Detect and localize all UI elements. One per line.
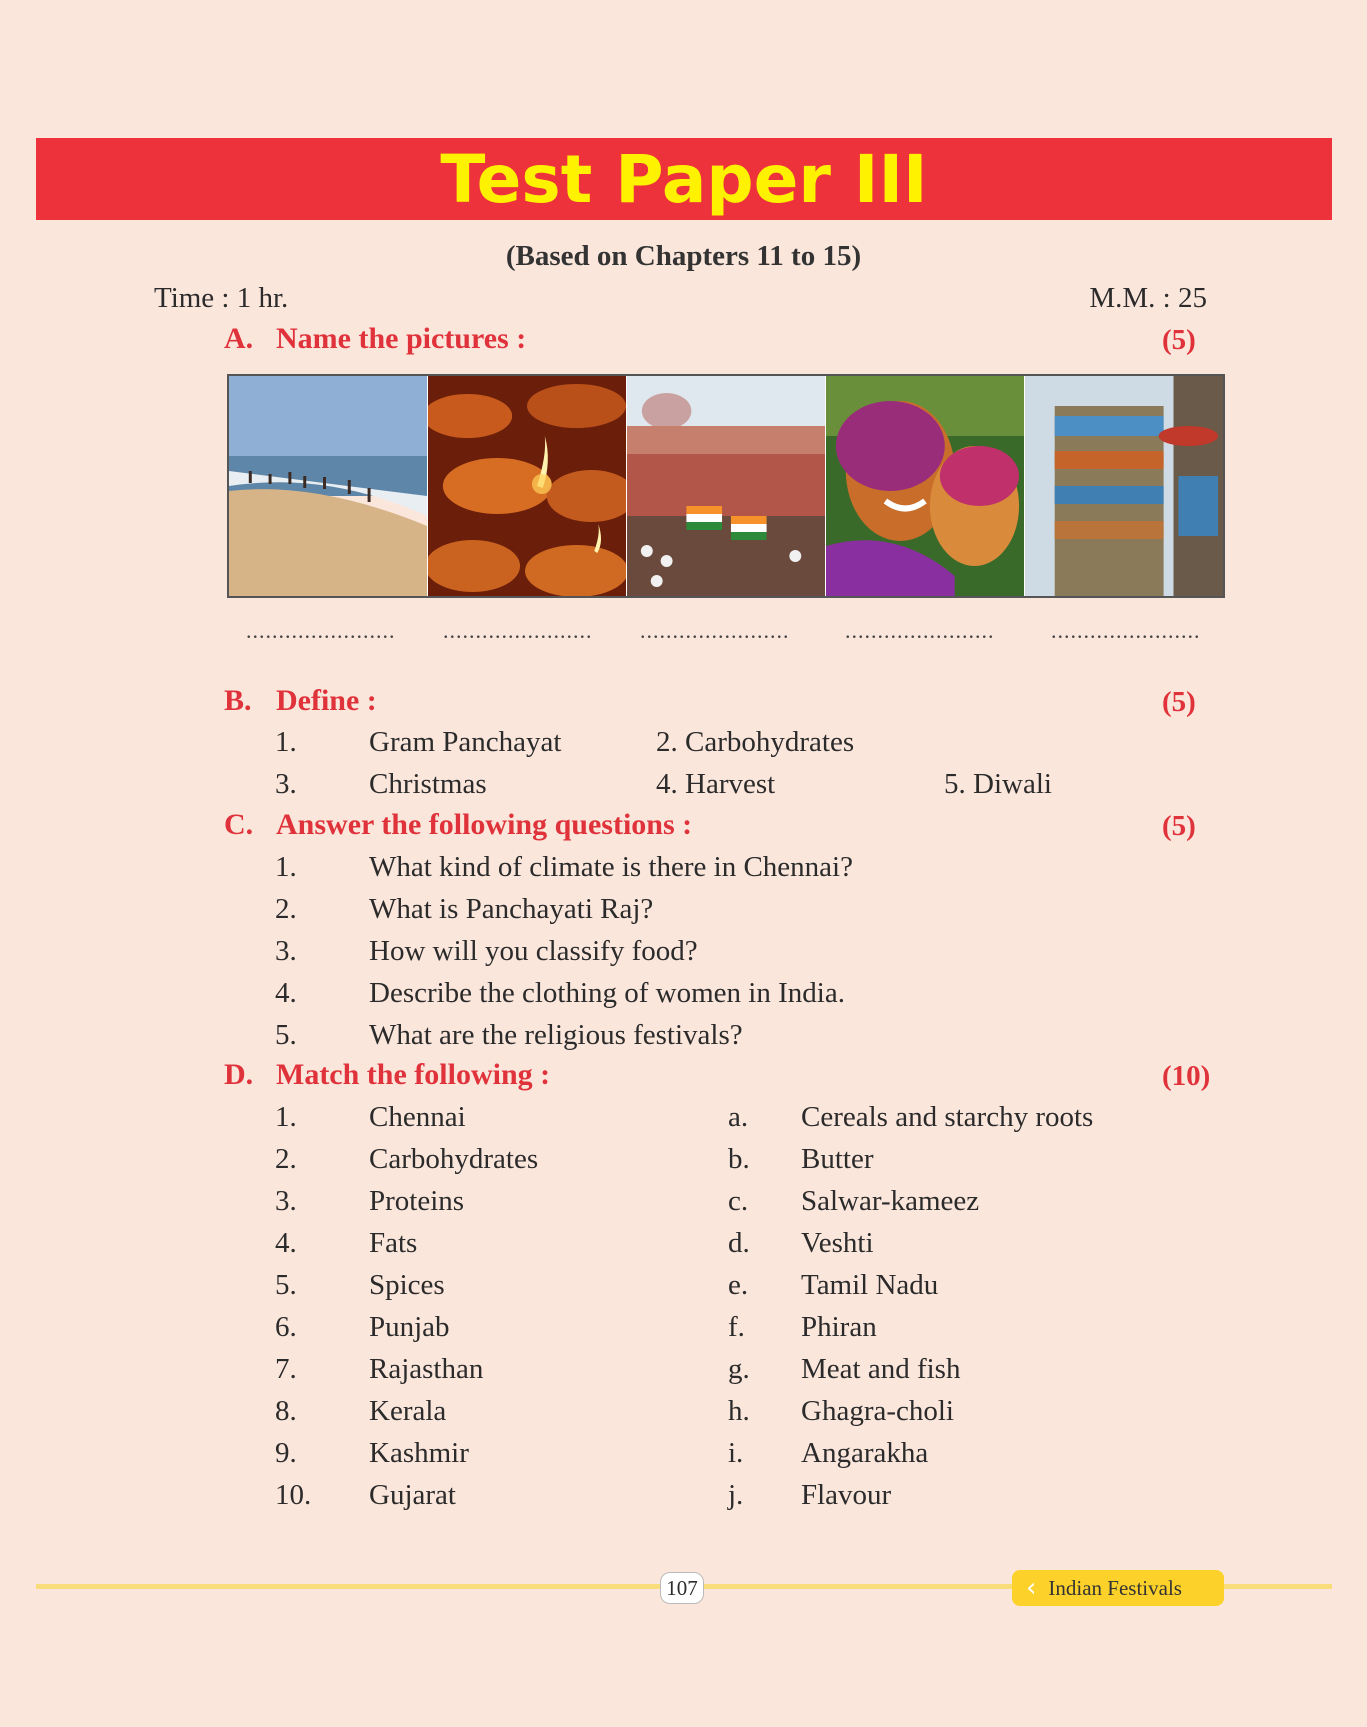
match-right-letter: i. xyxy=(728,1437,744,1469)
section-a-marks: (5) xyxy=(1162,324,1196,356)
match-right-letter: g. xyxy=(728,1353,750,1385)
match-left-num: 9. xyxy=(275,1437,297,1469)
time-allowed: Time : 1 hr. xyxy=(154,282,289,314)
match-right-letter: f. xyxy=(728,1311,745,1343)
section-b-heading xyxy=(224,684,377,718)
match-right-letter: a. xyxy=(728,1101,749,1133)
match-left-num: 2. xyxy=(275,1143,297,1175)
match-right-item: Angarakha xyxy=(801,1437,929,1469)
question-num: 1. xyxy=(275,851,297,883)
match-right-item: Veshti xyxy=(801,1227,874,1259)
define-item-5 xyxy=(944,768,1052,801)
define-num: 5. xyxy=(944,768,966,800)
section-letter: A. xyxy=(224,322,254,355)
match-right-item: Butter xyxy=(801,1143,874,1175)
match-right-letter: c. xyxy=(728,1185,749,1217)
question-num: 3. xyxy=(275,935,297,967)
match-left-item: Punjab xyxy=(369,1311,450,1343)
question-num: 5. xyxy=(275,1019,297,1051)
match-left-item: Spices xyxy=(369,1269,445,1301)
section-title: Match the following : xyxy=(276,1058,551,1091)
define-num: 1. xyxy=(275,726,297,758)
match-right-letter: j. xyxy=(728,1479,744,1511)
match-right-item: Meat and fish xyxy=(801,1353,961,1385)
match-right-item: Tamil Nadu xyxy=(801,1269,939,1301)
match-right-letter: b. xyxy=(728,1143,750,1175)
section-a-heading xyxy=(224,322,526,356)
section-letter: C. xyxy=(224,808,254,841)
match-right-item: Cereals and starchy roots xyxy=(801,1101,1094,1133)
answer-blank-2: ....................... xyxy=(443,618,593,643)
match-left-num: 7. xyxy=(275,1353,297,1385)
question-text: How will you classify food? xyxy=(369,935,698,967)
chapter-tag[interactable] xyxy=(1012,1570,1224,1606)
question-text: What kind of climate is there in Chennai? xyxy=(369,851,853,883)
picture-diyas xyxy=(428,376,627,596)
question-num: 2. xyxy=(275,893,297,925)
match-right-letter: d. xyxy=(728,1227,750,1259)
match-left-num: 3. xyxy=(275,1185,297,1217)
match-left-item: Kerala xyxy=(369,1395,447,1427)
section-d-marks: (10) xyxy=(1162,1060,1211,1092)
match-left-num: 5. xyxy=(275,1269,297,1301)
picture-strip xyxy=(227,374,1225,598)
answer-blank-4: ....................... xyxy=(845,618,995,643)
picture-beach xyxy=(229,376,428,596)
define-text: Carbohydrates xyxy=(685,726,855,758)
page-title: Test Paper III xyxy=(440,140,928,218)
match-left-num: 1. xyxy=(275,1101,297,1133)
match-right-item: Ghagra-choli xyxy=(801,1395,954,1427)
section-d-heading xyxy=(224,1058,550,1092)
question-text: What are the religious festivals? xyxy=(369,1019,743,1051)
question-num: 4. xyxy=(275,977,297,1009)
match-right-letter: e. xyxy=(728,1269,749,1301)
question-text: Describe the clothing of women in India. xyxy=(369,977,845,1009)
section-c-heading xyxy=(224,808,692,842)
define-text: Harvest xyxy=(685,768,776,800)
match-left-item: Rajasthan xyxy=(369,1353,484,1385)
section-c-marks: (5) xyxy=(1162,810,1196,842)
picture-red-fort xyxy=(627,376,826,596)
match-right-item: Salwar-kameez xyxy=(801,1185,980,1217)
define-item-4 xyxy=(656,768,775,801)
define-text: Diwali xyxy=(973,768,1052,800)
match-right-item: Flavour xyxy=(801,1479,892,1511)
match-left-num: 10. xyxy=(275,1479,312,1511)
define-item-2 xyxy=(656,726,854,759)
question-text: What is Panchayati Raj? xyxy=(369,893,654,925)
match-left-num: 4. xyxy=(275,1227,297,1259)
define-num: 4. xyxy=(656,768,678,800)
define-num: 2. xyxy=(656,726,678,758)
section-title: Name the pictures : xyxy=(276,322,527,355)
define-item: Christmas xyxy=(369,768,487,800)
match-right-letter: h. xyxy=(728,1395,750,1427)
chapter-tag-label: Indian Festivals xyxy=(1048,1575,1182,1600)
match-left-item: Fats xyxy=(369,1227,418,1259)
match-left-item: Kashmir xyxy=(369,1437,469,1469)
section-letter: B. xyxy=(224,684,252,717)
picture-temple xyxy=(1025,376,1223,596)
match-right-item: Phiran xyxy=(801,1311,877,1343)
chevron-left-icon: ‹ xyxy=(1026,1573,1037,1603)
section-title: Define : xyxy=(276,684,377,717)
match-left-num: 6. xyxy=(275,1311,297,1343)
match-left-item: Carbohydrates xyxy=(369,1143,539,1175)
match-left-item: Chennai xyxy=(369,1101,466,1133)
section-letter: D. xyxy=(224,1058,254,1091)
match-left-item: Proteins xyxy=(369,1185,465,1217)
match-left-num: 8. xyxy=(275,1395,297,1427)
section-b-marks: (5) xyxy=(1162,686,1196,718)
title-banner xyxy=(36,138,1332,220)
picture-holi xyxy=(826,376,1025,596)
subtitle: (Based on Chapters 11 to 15) xyxy=(505,240,862,272)
answer-blank-3: ....................... xyxy=(640,618,790,643)
page-number: 107 xyxy=(660,1572,704,1604)
max-marks: M.M. : 25 xyxy=(1089,282,1207,314)
section-title: Answer the following questions : xyxy=(276,808,693,841)
answer-blank-5: ....................... xyxy=(1051,618,1201,643)
match-left-item: Gujarat xyxy=(369,1479,456,1511)
answer-blank-1: ....................... xyxy=(246,618,396,643)
define-num: 3. xyxy=(275,768,297,800)
define-item: Gram Panchayat xyxy=(369,726,562,758)
